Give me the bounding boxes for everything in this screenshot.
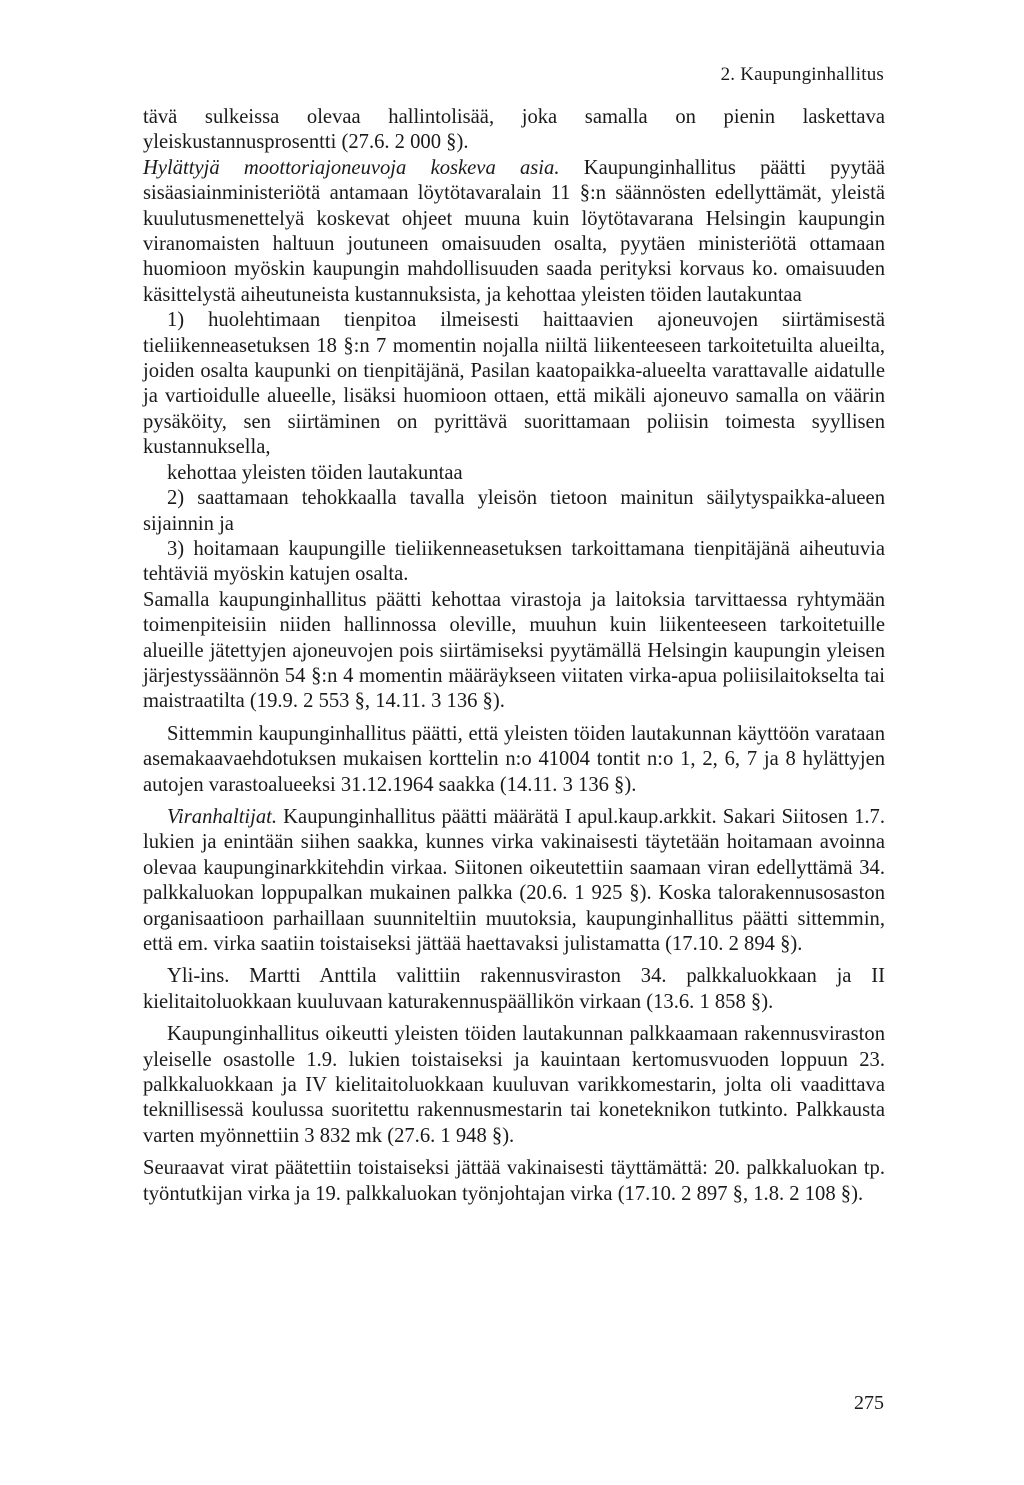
running-header: 2. Kaupunginhallitus [720,64,884,85]
paragraph-item-2 [143,486,885,537]
section-heading-abandoned-vehicles: Hylättyjä moottoriajoneuvoja koskeva asia. [143,156,560,179]
paragraph-depot-master [143,1022,885,1149]
paragraph-anttila [143,964,885,1015]
paragraph-text: 3) hoitamaan kaupungille tieliikenneasetuksen tarkoittamana tienpitäjänä aiheutuvia tehtäviä myöskin katujen osalta. [143,537,885,586]
paragraph-storage-area [143,722,885,798]
paragraph-text: Yli-ins. Martti Anttila valittiin rakennusviraston 34. palkkaluokkaan ja II kielitaitoluokkaan kuuluvaan katurakennuspäällikön virkaan (13.6. 1 858 §). [143,965,885,1013]
paragraph-urge [143,461,885,486]
paragraph-text: Sittemmin kaupunginhallitus päätti, että yleisten töiden lautakunnan käyttöön varataan asemakaavaehdotuksen mukaisen korttelin n:o 41004 tontit n:o 1, 2, 6, 7 ja 8 hylättyjen autojen varastoalueeksi 31.12.1964 saakka (14.11. 3 136 §). [143,722,885,796]
paragraph-text: Kaupunginhallitus oikeutti yleisten töiden lautakunnan palkkaamaan rakennusviraston yleiselle osastolle 1.9. lukien toistaiseksi ja kauintaan kertomusvuoden loppuun 23. palkkaluokkaan ja IV kielitaitoluokkaan kuuluvan varikkomestarin, jolta oli vaadittava teknillisessä koulussa suoritettu rakennusmestarin tai koneteknikon tutkinto. Palkkausta varten myönnettiin 3 832 mk (27.6. 1 948 §). [143,1023,885,1147]
paragraph-item-1 [143,308,885,460]
body-text [143,105,885,1207]
section-heading-officials: Viranhaltijat. [167,805,278,828]
paragraph-text: kehottaa yleisten töiden lautakuntaa [167,461,463,484]
paragraph-item-3 [143,537,885,588]
paragraph-agencies [143,588,885,715]
paragraph-text: 1) huolehtimaan tienpitoa ilmeisesti haittaavien ajoneuvojen siirtämisestä tieliikenneasetuksen 18 §:n 7 momentin nojalla niiltä liikenteeseen tarkoitetuilta alueilta, joiden osalta kaupunki on tienpitäjänä, Pasilan kaatopaikka-alueelta varattavalle aidatulle ja vartioidulle alueelle, lisäksi huomioon ottaen, että mikäli ajoneuvo samalla on väärin pysäköity, sen siirtäminen on pyrittävä suorittamaan poliisin toimesta syyllisen kustannuksella, [143,309,885,459]
paragraph-abandoned-vehicles [143,156,885,308]
page-number: 275 [854,1392,884,1414]
paragraph-officials [143,805,885,957]
paragraph-text: 2) saattamaan tehokkaalla tavalla yleisön tietoon mainitun säilytyspaikka-alueen sijainnin ja [143,487,885,535]
paragraph-text: Kaupunginhallitus päätti määrätä I apul.kaup.arkkit. Sakari Siitosen 1.7. lukien ja enintään siihen saakka, kunnes virka vakinaisesti täytetään hoitamaan avoinna olevaa kaupunginarkkitehdin virkaa. Siitonen oikeutettiin saamaan viran edellyttämä 34. palkkaluokan loppupalkan mukainen palkka (20.6. 1 925 §). Koska talorakennusosaston organisaatioon parhaillaan suunniteltiin muutoksia, kaupunginhallitus päätti sittemmin, että em. virka saatiin toistaiseksi jättää haettavaksi julistamatta (17.10. 2 894 §). [143,805,885,955]
paragraph-vacant-posts [143,1156,885,1207]
paragraph-continuation [143,105,885,156]
paragraph-text: Samalla kaupunginhallitus päätti kehottaa virastoja ja laitoksia tarvittaessa ryhtymään toimenpiteisiin niiden hallinnossa oleville, muuhun kuin liikenteeseen tarkoitetuille alueille jätettyjen ajoneuvojen pois siirtämiseksi pyytämällä Helsingin kaupungin yleisen järjestyssäännön 54 §:n 4 momentin määräykseen viitaten virka-apua poliisilaitokselta tai maistraatilta (19.9. 2 553 §, 14.11. 3 136 §). [143,588,885,713]
paragraph-text: Kaupunginhallitus päätti pyytää sisäasiainministeriötä antamaan löytötavaralain 11 §:n säännösten edellyttämät, yleistä kuulutusmenettelyä koskevat ohjeet muuna kuin löytötavarana Helsingin kaupungin viranomaisten haltuun joutuneen omaisuuden osalta, pyytäen ministeriötä ottamaan huomioon myöskin kaupungin mahdollisuuden saada perityksi korvaus ko. omaisuuden käsittelystä aiheutuneista kustannuksista, ja kehottaa yleisten töiden lautakuntaa [143,156,885,306]
paragraph-text: Seuraavat virat päätettiin toistaiseksi jättää vakinaisesti täyttämättä: 20. palkkaluokan tp. työntutkijan virka ja 19. palkkaluokan työnjohtajan virka (17.10. 2 897 §, 1.8. 2 108 §). [143,1157,885,1205]
paragraph-text: tävä sulkeissa olevaa hallintolisää, joka samalla on pienin laskettava yleiskustannusprosentti (27.6. 2 000 §). [143,106,885,154]
